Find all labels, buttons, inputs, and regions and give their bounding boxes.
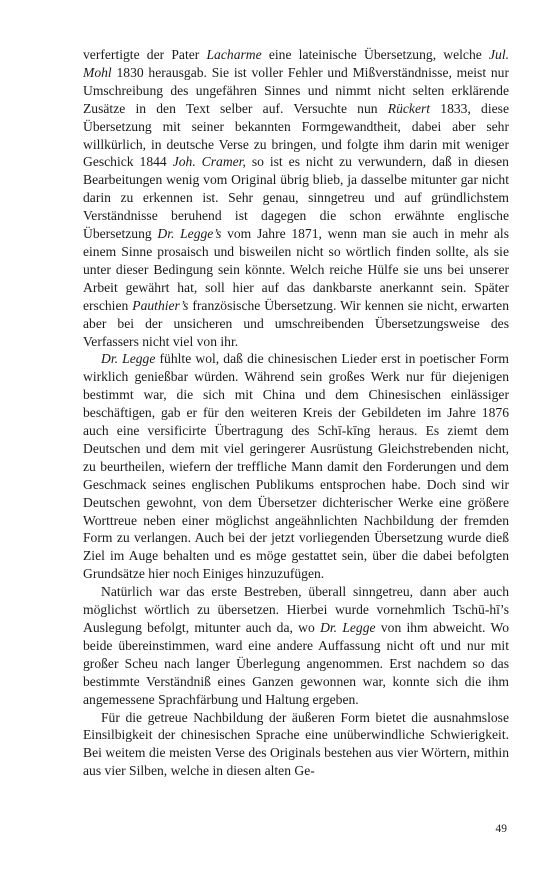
text-segment: eine lateinische Übersetzung, welche (261, 47, 489, 62)
paragraph-1 (83, 46, 509, 350)
text-segment-italic: Dr. Legge’s (157, 226, 222, 242)
text-segment: 1833, diese Übersetzung mit seiner bekannten Formgewandtheit, dabei aber sehr willkürlich, in deutsche Verse zu bringen, und folgte ihm darin mit weniger Geschick 1844 (83, 100, 509, 170)
text-segment: fühlte wol, daß die chinesischen Lieder erst in poetischer Form wirklich genießbar würden. Während sein großes Werk nur für diejenigen bestimmt war, die sich mit China und dem Chinesischen einlässiger beschäftigen, gab er für den weiteren Kreis der Gebildeten im Jahre 1876 auch eine versificirte Übertragung des Schī-kīng heraus. Es ziemt dem Deutschen und dem mit viel geringerer Ausrüstung Gleichstrebenden nicht, zu beurtheilen, wiefern der treffliche Mann damit den Forderungen und dem Geschmack seines englischen Publikums entsprochen habe. Doch sind wir Deutschen gewohnt, von dem Übersetzer dichterischer Werke eine größere Worttreue neben einer möglichst angeähnlichten Nachbildung der fremden Form zu verlangen. Auch bei der jetzt vorliegenden Übersetzung wurde dieß Ziel im Auge behalten und es möge gestattet sein, über die dabei befolgten Grundsätze hier noch Einiges hinzuzufügen. (83, 351, 509, 582)
text-segment-italic: Rückert (387, 100, 431, 116)
paragraph-4 (83, 709, 509, 781)
paragraph-2 (83, 350, 509, 583)
paragraph-3 (83, 583, 509, 708)
text-segment-italic: Lacharme (206, 47, 262, 62)
text-segment: Für die getreue Nachbildung der äußeren Form bietet die ausnahmslose Einsilbigkeit der chinesischen Sprache eine unüberwindliche Schwierigkeit. Bei weitem die meisten Verse des Originals bestehen aus vier Wörtern, mithin aus vier Silben, welche in diesen alten Ge- (83, 709, 509, 779)
text-segment: verfertigte der Pater (83, 47, 207, 62)
text-segment: so ist es nicht zu verwundern, daß in diesen Bearbeitungen wenig vom Original übrig blieb, ja dasselbe mitunter gar nicht darin zu erkennen ist. Sehr genau, sinngetreu und auf gründlichstem Verständnisse beruhend ist dagegen die schon erwähnte englische Übersetzung (83, 154, 509, 242)
text-segment: von ihm abweicht. Wo beide übereinstimmen, ward eine andere Auffassung nicht oft und nur mit großer Scheu nach langer Überlegung angenommen. Erst nachdem so das bestimmte Verständniß eines Ganzen gewonnen war, konnte sich die ihm angemessene Sprachfärbung und Haltung ergeben. (83, 620, 509, 707)
text-segment-italic: Dr. Legge (320, 620, 376, 635)
text-segment-italic: Dr. Legge (101, 351, 156, 367)
text-segment: Natürlich war das erste Bestreben, überall sinngetreu, dann aber auch möglichst wörtlich zu übersetzen. Hierbei wurde vornehmlich Tschū-hī’s Auslegung befolgt, mitunter auch da, wo (83, 584, 509, 635)
text-segment: 1830 herausgab. Sie ist voller Fehler und Mißverständnisse, meist nur Umschreibung des ungefähren Sinnes und nimmt nicht selten erklärende Zusätze in den Text selber auf. Versuchte nun (83, 64, 509, 116)
page-body (83, 46, 509, 780)
text-segment-italic: Joh. Cramer, (172, 154, 246, 170)
text-segment-italic: Pauthier’s (132, 297, 189, 313)
text-segment-italic: Jul. Mohl (83, 47, 509, 80)
page-number: 49 (495, 823, 507, 835)
text-segment: vom Jahre 1871, wenn man sie auch in mehr als einem Sinne prosaisch und bisweilen nicht so wörtlich finden sollte, als sie unter dieser Bedingung sein könnte. Welch reiche Hülfe sie uns bei unserer Arbeit gewährt hat, soll hier auf das dankbarste anerkannt sein. Später erschien (83, 226, 509, 313)
text-segment: französische Übersetzung. Wir kennen sie nicht, erwarten aber bei der unsicheren und umschreibenden Übersetzungsweise des Verfassers nicht viel von ihr. (83, 297, 510, 349)
